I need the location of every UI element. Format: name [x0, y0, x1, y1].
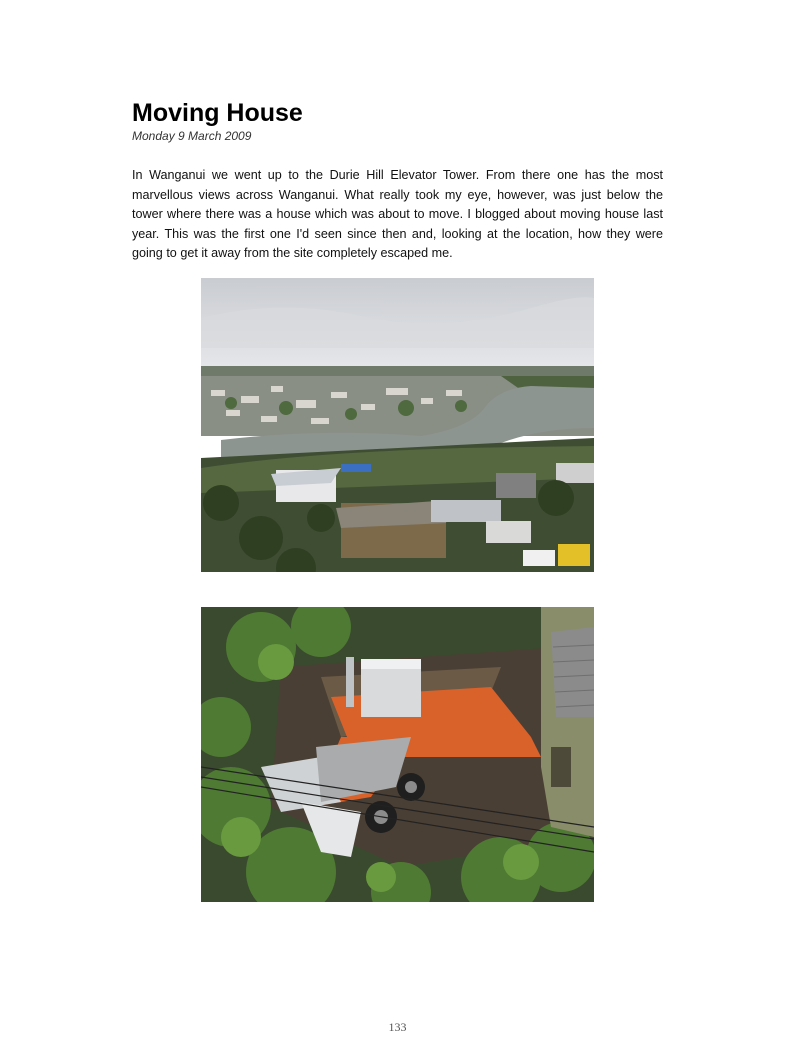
- photo-house-moving-truck: [201, 607, 594, 902]
- post-date: Monday 9 March 2009: [132, 129, 252, 143]
- photo-town-river-view: [201, 278, 594, 572]
- post-body: In Wanganui we went up to the Durie Hill Elevator Tower. From there one has the most marvellous views across Wanganui. What really took my eye, however, was just below the tower where there was a house which was about to move. I blogged about moving house last year. This was the first one I'd seen since then and, looking at the location, how they were going to get it away from the site completely escaped me.: [132, 168, 663, 261]
- post-title: Moving House: [132, 99, 303, 127]
- page-number: 133: [388, 1020, 407, 1034]
